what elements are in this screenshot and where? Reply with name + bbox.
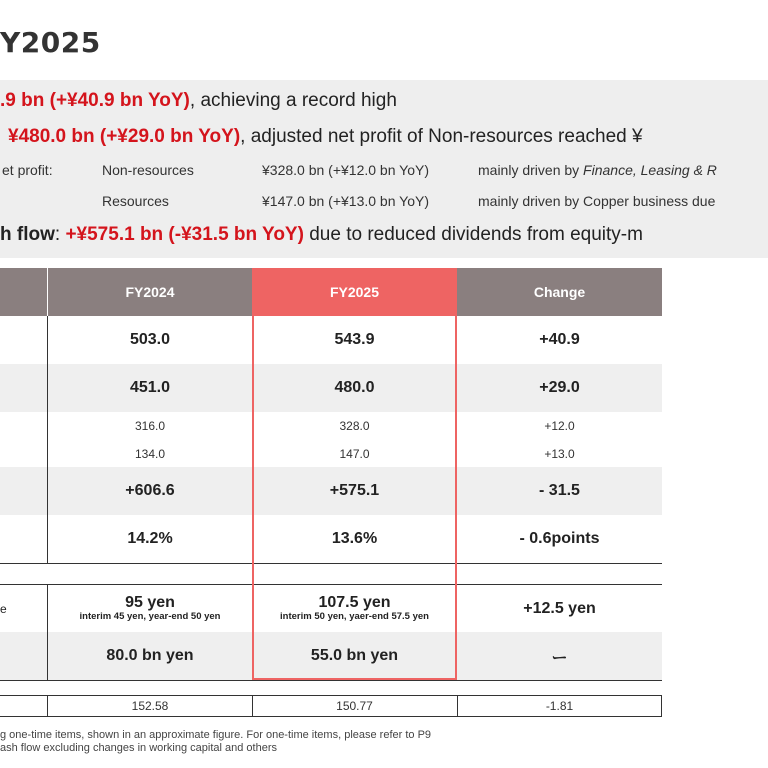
non-resources-value: ¥328.0 bn (+¥12.0 bn YoY) [262, 162, 429, 178]
footnote: g one-time items, shown in an approximate figure. For one-time items, please refer to P9 [0, 729, 432, 741]
header-change: Change [457, 268, 662, 316]
resources-driver: mainly driven by Copper business due [478, 193, 716, 209]
divider [661, 696, 662, 716]
cell-fy2024: 451.0 [129, 379, 171, 396]
non-resources-driver: mainly driven by Finance, Leasing & R [478, 162, 717, 178]
header-fy2025: FY2025 [252, 268, 457, 316]
cell-change: +13.0 [544, 446, 575, 461]
cell-fy2024: 80.0 bn yen [106, 647, 194, 664]
cell-change: ー [551, 649, 568, 667]
summary-line-adjusted-profit: ¥480.0 bn (+¥29.0 bn YoY), adjusted net profit of Non-resources reached ¥ [8, 126, 643, 147]
cell-fy2025: 543.9 [334, 331, 375, 348]
header-blank [0, 268, 47, 316]
divider [252, 696, 253, 716]
cell-fy2024: 503.0 [129, 331, 171, 348]
header-fy2024: FY2024 [48, 268, 252, 316]
cell-fy2025: 480.0 [334, 379, 375, 396]
row-label: e [0, 601, 7, 616]
cell-fy2025: 147.0 [339, 446, 370, 461]
divider [0, 695, 662, 696]
cell-change: +29.0 [539, 379, 580, 396]
cell-fy2025: 328.0 [339, 419, 370, 433]
divider [47, 316, 48, 563]
footnote: ash flow excluding changes in working capital and others [0, 742, 277, 754]
divider [47, 696, 48, 716]
summary-line-net-profit: .9 bn (+¥40.9 bn YoY), achieving a record high [0, 90, 397, 111]
summary-box [0, 80, 768, 258]
breakdown-label: et profit: [2, 162, 53, 178]
cell-fy2024: 316.0 [134, 419, 166, 433]
cell-fy2025: 55.0 bn yen [310, 647, 399, 664]
divider [47, 585, 48, 680]
divider [457, 696, 458, 716]
summary-line-cash-flow: h flow: +¥575.1 bn (-¥31.5 bn YoY) due to reduced dividends from equity-m [0, 224, 643, 245]
cell-fy2025: +575.1 [329, 482, 380, 499]
cell-fy2024: 152.58 [131, 699, 169, 713]
cell-fy2025-dividend: 107.5 yen interim 50 yen, yaer-end 57.5 yen [280, 593, 429, 623]
page-title: Y2025 [0, 26, 101, 59]
divider [0, 584, 662, 585]
resources-value: ¥147.0 bn (+¥13.0 bn YoY) [262, 193, 429, 209]
cell-fy2024-dividend: 95 yen interim 45 yen, year-end 50 yen [79, 593, 221, 623]
cell-change: +12.0 [544, 419, 575, 433]
cell-change: +12.5 yen [523, 599, 596, 617]
segment-non-resources: Non-resources [102, 162, 194, 178]
cell-change: -1.81 [545, 699, 574, 713]
cell-fy2024: 14.2% [127, 530, 173, 547]
segment-resources: Resources [102, 193, 169, 209]
divider [0, 563, 662, 564]
divider [0, 680, 662, 681]
cell-fy2025: 13.6% [331, 530, 378, 547]
cell-fy2025: 150.77 [336, 699, 373, 713]
cell-fy2024: +606.6 [125, 482, 175, 499]
cell-change: - 0.6points [519, 530, 600, 547]
divider [0, 716, 662, 717]
cell-change: +40.9 [539, 331, 580, 348]
cell-fy2024: 134.0 [134, 446, 166, 461]
cell-change: - 31.5 [539, 482, 580, 499]
